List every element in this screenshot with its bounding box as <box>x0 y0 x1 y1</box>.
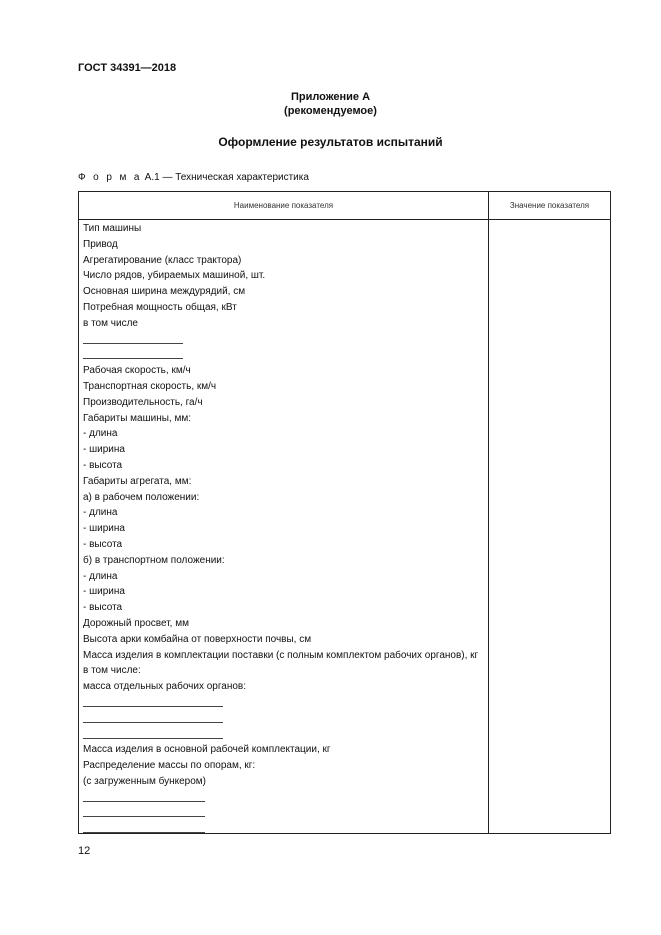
column-header-value: Значение показателя <box>509 201 590 210</box>
form-caption-text: А.1 — Техническая характеристика <box>141 172 309 183</box>
table-row: Габариты машины, мм: <box>83 412 192 424</box>
appendix-subtitle: (рекомендуемое) <box>284 105 377 117</box>
table-row: Агрегатирование (класс трактора) <box>83 254 242 266</box>
document-code: ГОСТ 34391—2018 <box>78 62 177 74</box>
table-row: Производительность, га/ч <box>83 396 203 408</box>
table-row: б) в транспортном положении: <box>83 554 225 566</box>
table-row: - высота <box>83 538 123 550</box>
blank-line <box>83 816 205 817</box>
table-row: (с загруженным бункером) <box>83 775 207 787</box>
table-row: Распределение массы по опорам, кг: <box>83 760 256 772</box>
table-row: - длина <box>83 428 118 440</box>
table-row: Масса изделия в основной рабочей комплектации, кг <box>83 744 331 756</box>
table-row: - длина <box>83 570 118 582</box>
blank-line-row <box>83 695 483 711</box>
table-row: - высота <box>83 459 123 471</box>
blank-line <box>83 832 205 833</box>
column-divider <box>488 192 489 833</box>
blank-line-row <box>83 727 483 743</box>
table-row: Транспортная скорость, км/ч <box>83 380 217 392</box>
table-row: - ширина <box>83 523 125 535</box>
section-title: Оформление результатов испытаний <box>218 135 443 149</box>
table-row: Тип машины <box>83 223 142 234</box>
table-row: масса отдельных рабочих органов: <box>83 681 247 693</box>
blank-line <box>83 738 223 739</box>
header-divider <box>79 219 610 220</box>
blank-line-row <box>83 711 483 727</box>
appendix-heading <box>0 90 661 118</box>
blank-line <box>83 722 223 723</box>
appendix-title: Приложение А <box>290 91 371 103</box>
table-row: - ширина <box>83 586 125 598</box>
table-row: в том числе: <box>83 665 141 677</box>
blank-line-row <box>83 347 483 363</box>
blank-line-row <box>83 805 483 821</box>
table-row: Основная ширина междурядий, см <box>83 286 246 298</box>
table-row: Дорожный просвет, мм <box>83 617 189 629</box>
blank-line-row <box>83 332 483 348</box>
table-row: Масса изделия в комплектации поставки (с полным комплектом рабочих органов), кг <box>83 649 479 661</box>
column-header-indicator: Наименование показателя <box>233 201 334 210</box>
blank-line <box>83 358 183 359</box>
table-row: - ширина <box>83 444 125 456</box>
table-row: - высота <box>83 602 123 614</box>
form-caption <box>78 172 309 183</box>
blank-line <box>83 343 183 344</box>
table-row: Высота арки комбайна от поверхности почвы, см <box>83 633 312 645</box>
characteristics-table <box>78 191 611 834</box>
table-row: Габариты агрегата, мм: <box>83 475 192 487</box>
table-row: Число рядов, убираемых машиной, шт. <box>83 270 266 282</box>
blank-line-row <box>83 821 483 837</box>
blank-line <box>83 706 223 707</box>
blank-line <box>83 801 205 802</box>
table-row: - длина <box>83 507 118 519</box>
table-row: Потребная мощность общая, кВт <box>83 301 237 313</box>
table-row: а) в рабочем положении: <box>83 491 200 503</box>
table-rows <box>83 221 483 837</box>
form-label: Ф о р м а <box>78 172 142 183</box>
blank-line-row <box>83 790 483 806</box>
table-row: Рабочая скорость, км/ч <box>83 365 191 377</box>
page-number: 12 <box>78 845 91 857</box>
table-row: в том числе <box>83 317 138 329</box>
table-row: Привод <box>83 238 118 250</box>
